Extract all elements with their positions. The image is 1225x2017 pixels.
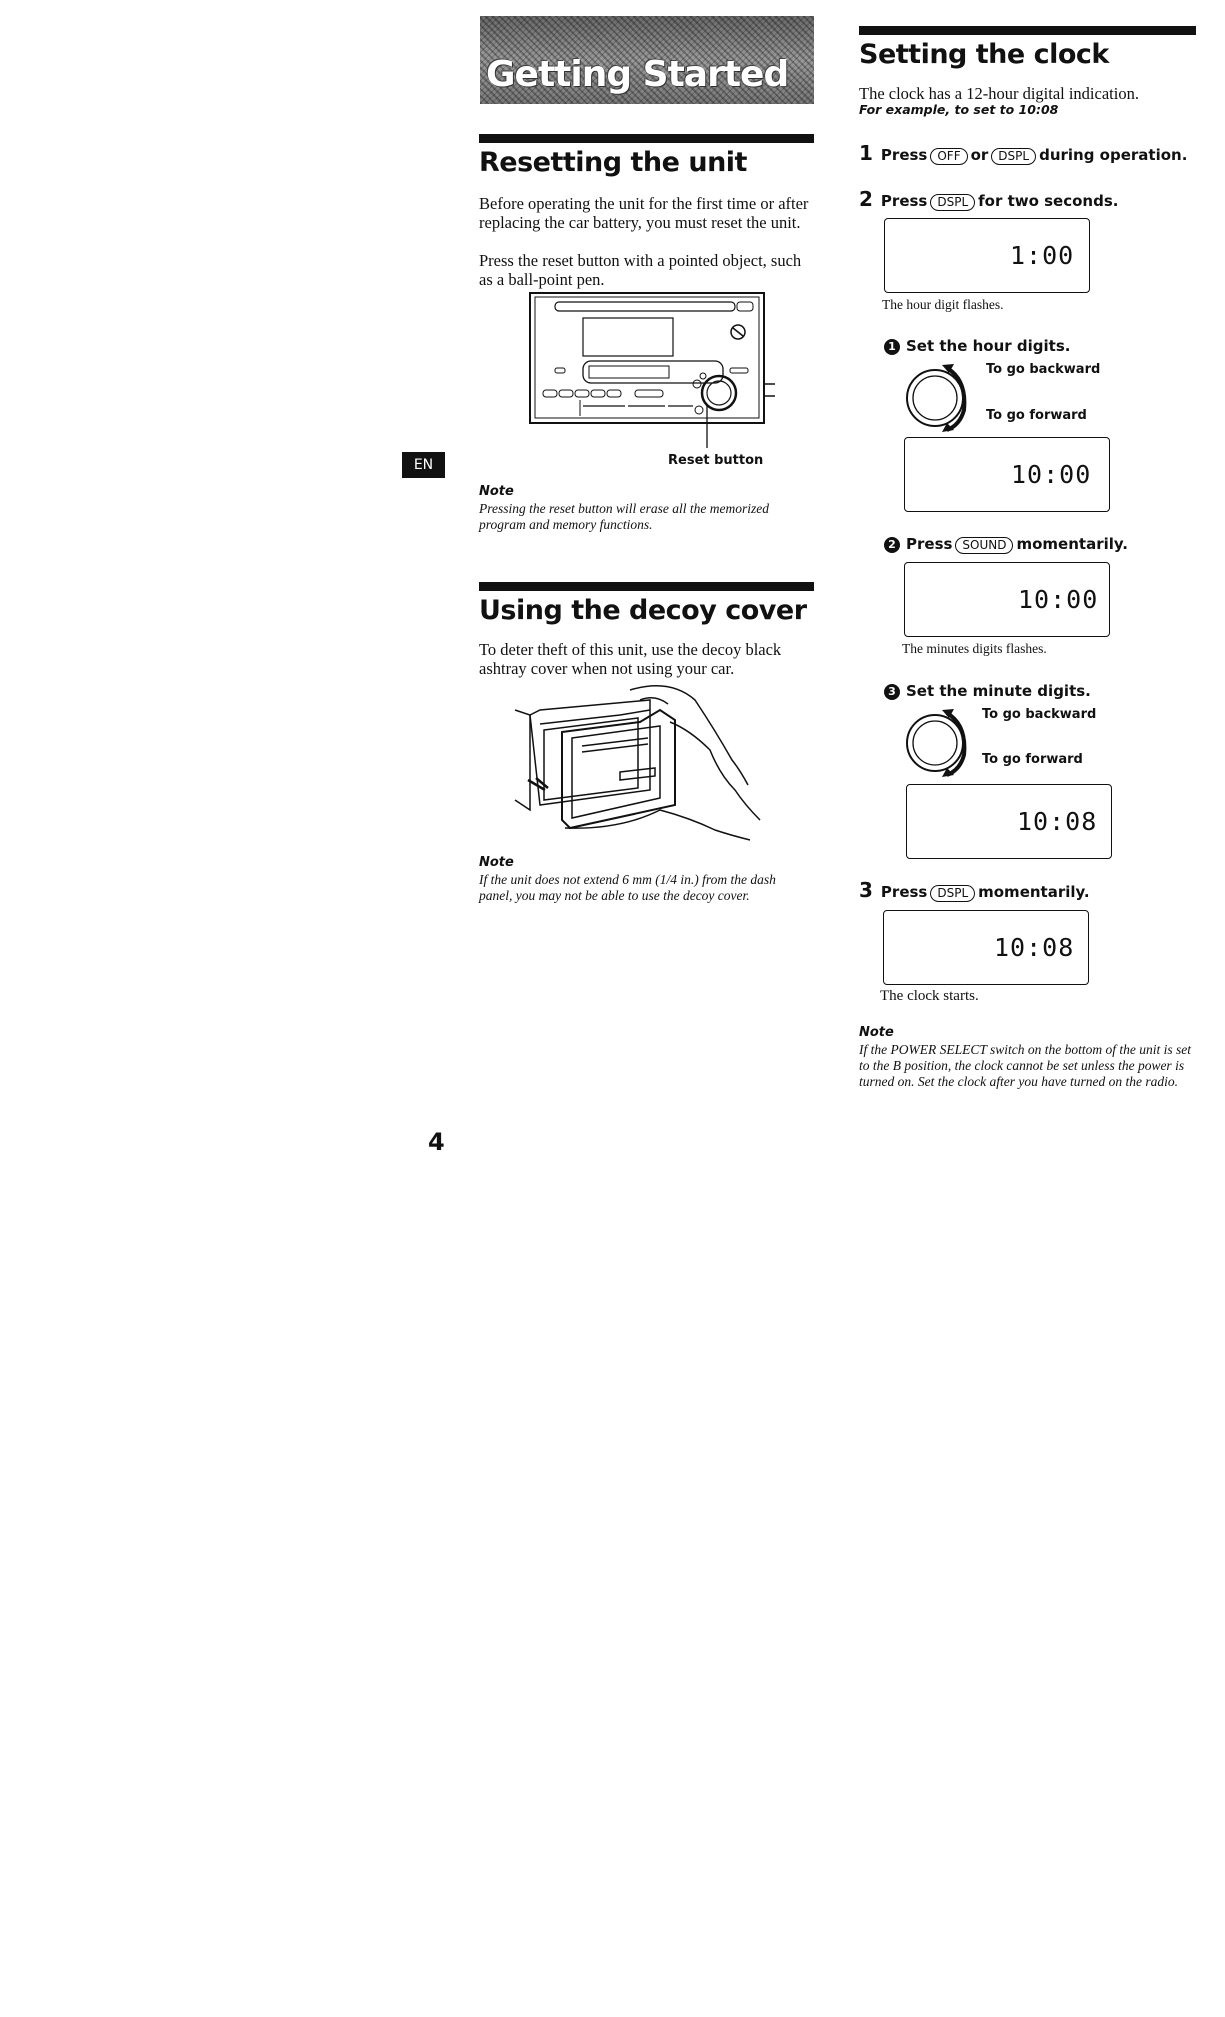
substep-text: Press <box>906 535 953 553</box>
dspl-button: DSPL <box>930 885 975 902</box>
decoy-note-text: If the unit does not extend 6 mm (1/4 in.) from the dash panel, you may not be able to use the decoy cover. <box>479 872 776 903</box>
step-3 <box>859 878 1090 902</box>
decoy-title: Using the decoy cover <box>479 595 807 626</box>
step-text: Press <box>880 146 928 164</box>
substep-2 <box>884 535 1128 554</box>
step-text: for two seconds. <box>978 192 1119 210</box>
lcd-display-1 <box>884 218 1090 293</box>
rotary-knob-icon <box>902 360 972 432</box>
caption-hour-flashes: The hour digit flashes. <box>882 297 1004 312</box>
head-unit-illustration <box>525 288 785 468</box>
rotary-knob-icon <box>902 705 972 777</box>
lcd-readout: 10:00 <box>1018 585 1099 614</box>
substep-text: momentarily. <box>1016 535 1128 553</box>
lcd-readout: 10:08 <box>1017 807 1098 836</box>
step-text: or <box>970 146 989 164</box>
section-rule <box>479 582 814 591</box>
circled-number-1: 1 <box>884 339 900 355</box>
reset-paragraph-1: Before operating the unit for the first time or after replacing the car battery, you must reset the unit. <box>479 194 809 232</box>
lcd-readout: 1:00 <box>1010 241 1075 270</box>
step-1 <box>859 141 1187 165</box>
caption-clock-starts: The clock starts. <box>880 988 979 1004</box>
reset-note-text: Pressing the reset button will erase all the memorized program and memory functions. <box>479 501 769 532</box>
step-number: 3 <box>859 878 873 902</box>
step-text: Press <box>880 192 928 210</box>
clock-note-heading: Note <box>859 1025 894 1040</box>
dspl-button: DSPL <box>930 194 975 211</box>
decoy-paragraph: To deter theft of this unit, use the decoy black ashtray cover when not using your car. <box>479 640 782 678</box>
circled-number-2: 2 <box>884 537 900 553</box>
substep-1 <box>884 337 1070 355</box>
reset-button-callout: Reset button <box>668 453 764 468</box>
reset-note-heading: Note <box>479 484 514 499</box>
off-button: OFF <box>930 148 967 165</box>
dspl-button: DSPL <box>991 148 1036 165</box>
decoy-cover-illustration <box>510 680 780 845</box>
substep-text: Set the minute digits. <box>906 682 1091 700</box>
step-number: 2 <box>859 187 873 211</box>
clock-title: Setting the clock <box>859 39 1109 70</box>
forward-label: To go forward <box>986 408 1087 423</box>
forward-label: To go forward <box>982 752 1083 767</box>
step-number: 1 <box>859 141 873 165</box>
lcd-display-3 <box>904 562 1110 637</box>
clock-intro: The clock has a 12-hour digital indication. <box>859 84 1139 103</box>
section-rule <box>479 134 814 143</box>
step-text: during operation. <box>1039 146 1188 164</box>
section-banner <box>480 16 814 104</box>
substep-text: Set the hour digits. <box>906 337 1071 355</box>
lcd-readout: 10:00 <box>1011 460 1092 489</box>
reset-title: Resetting the unit <box>479 147 747 178</box>
decoy-note-heading: Note <box>479 855 514 870</box>
backward-label: To go backward <box>982 707 1097 722</box>
substep-3 <box>884 682 1091 700</box>
lcd-display-4 <box>906 784 1112 859</box>
backward-label: To go backward <box>986 362 1101 377</box>
lcd-display-5 <box>883 910 1089 985</box>
step-text: Press <box>880 883 928 901</box>
lcd-display-2 <box>904 437 1110 512</box>
caption-minutes-flashes: The minutes digits flashes. <box>902 641 1047 656</box>
sound-button: SOUND <box>955 537 1013 554</box>
circled-number-3: 3 <box>884 684 900 700</box>
step-2 <box>859 187 1118 211</box>
reset-paragraph-2: Press the reset button with a pointed object, such as a ball-point pen. <box>479 251 802 289</box>
banner-title: Getting Started <box>486 54 789 95</box>
language-tab: EN <box>402 452 445 478</box>
clock-note-text: If the POWER SELECT switch on the bottom of the unit is set to the B position, the clock cannot be set unless the power is turned on. Set the clock after you have turned on the radio. <box>859 1042 1191 1089</box>
lcd-readout: 10:08 <box>994 933 1075 962</box>
step-text: momentarily. <box>978 883 1090 901</box>
section-rule <box>859 26 1196 35</box>
page-number: 4 <box>428 1128 445 1156</box>
clock-example: For example, to set to 10:08 <box>859 102 1059 117</box>
